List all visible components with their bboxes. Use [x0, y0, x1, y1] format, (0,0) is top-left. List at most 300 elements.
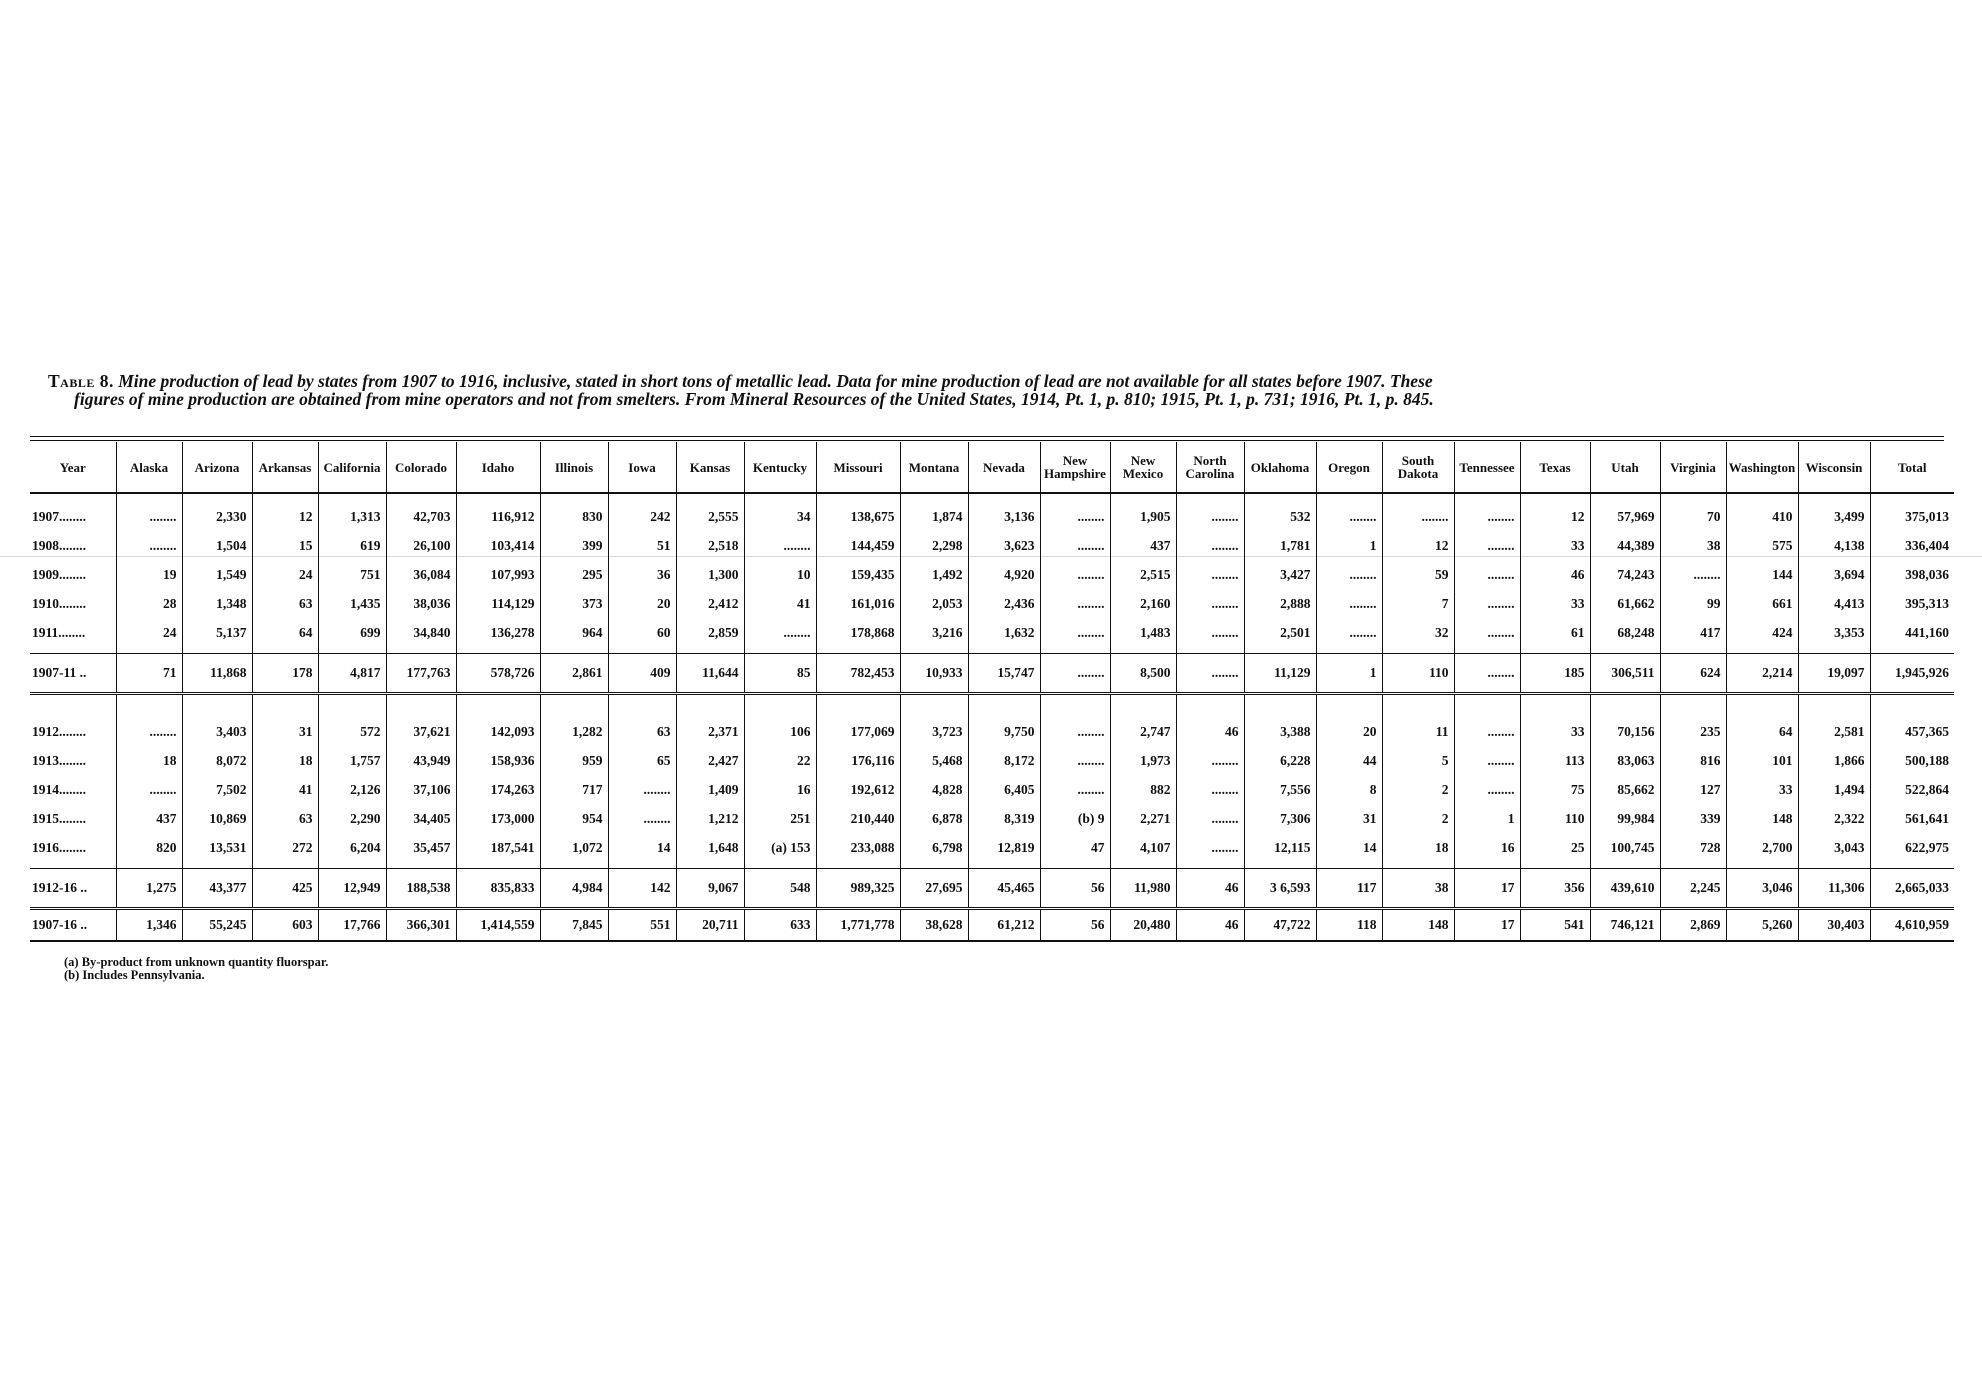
- table-cell: 34,405: [386, 804, 456, 833]
- table-cell: 8,172: [968, 746, 1040, 775]
- table-cell: 622,975: [1870, 833, 1954, 862]
- table-cell: 2,214: [1726, 654, 1798, 694]
- table-cell: 64: [252, 618, 318, 647]
- column-header: Virginia: [1660, 442, 1726, 493]
- table-cell: 3,136: [968, 493, 1040, 531]
- table-cell: 7,502: [182, 775, 252, 804]
- table-cell: 3,043: [1798, 833, 1870, 862]
- table-row: [30, 618, 1954, 647]
- table-cell: 5,137: [182, 618, 252, 647]
- footnote-b: (b) Includes Pennsylvania.: [64, 968, 205, 982]
- table-cell: ........: [1454, 531, 1520, 560]
- table-cell: 336,404: [1870, 531, 1954, 560]
- table-cell: 3,353: [1798, 618, 1870, 647]
- table-cell: 34,840: [386, 618, 456, 647]
- table-cell: 127: [1660, 775, 1726, 804]
- table-cell: 38,036: [386, 589, 456, 618]
- table-cell: 56: [1040, 869, 1110, 909]
- table-cell: 24: [116, 618, 182, 647]
- column-header: Wisconsin: [1798, 442, 1870, 493]
- table-cell: ........: [116, 493, 182, 531]
- table-cell: 2,747: [1110, 717, 1176, 746]
- table-cell: 633: [744, 909, 816, 942]
- table-cell: 43,377: [182, 869, 252, 909]
- table-row: [30, 717, 1954, 746]
- table-cell: ........: [1040, 618, 1110, 647]
- table-cell: 1,781: [1244, 531, 1316, 560]
- table-cell: 373: [540, 589, 608, 618]
- table-cell: 295: [540, 560, 608, 589]
- table-row: [30, 531, 1954, 560]
- table-cell: ........: [116, 531, 182, 560]
- table-cell: 18: [252, 746, 318, 775]
- table-cell: 100,745: [1590, 833, 1660, 862]
- table-cell: 5: [1382, 746, 1454, 775]
- table-cell: 63: [608, 717, 676, 746]
- table-cell: 106: [744, 717, 816, 746]
- table-cell: 5,468: [900, 746, 968, 775]
- table-cell: 28: [116, 589, 182, 618]
- table-cell: ........: [1176, 531, 1244, 560]
- table-cell: 68,248: [1590, 618, 1660, 647]
- table-cell: 20,711: [676, 909, 744, 942]
- table-cell: 3,694: [1798, 560, 1870, 589]
- table-cell: (a) 153: [744, 833, 816, 862]
- table-cell: 2,160: [1110, 589, 1176, 618]
- table-cell: 2,412: [676, 589, 744, 618]
- table-cell: 398,036: [1870, 560, 1954, 589]
- table-cell: 159,435: [816, 560, 900, 589]
- table-cell: ........: [1316, 560, 1382, 589]
- table-cell: ........: [1454, 717, 1520, 746]
- column-header: Alaska: [116, 442, 182, 493]
- caption-line-1: Mine production of lead by states from 1907 to 1916, inclusive, stated in short tons of metallic lead. Data for mine production of lead are not available for all states before 1907. These: [118, 371, 1433, 391]
- table-cell: 11,868: [182, 654, 252, 694]
- table-cell: 6,204: [318, 833, 386, 862]
- table-cell: 2,427: [676, 746, 744, 775]
- table-cell: 59: [1382, 560, 1454, 589]
- table-cell: 99: [1660, 589, 1726, 618]
- table-cell: 17: [1454, 869, 1520, 909]
- table-cell: 11,644: [676, 654, 744, 694]
- table-cell: 10,869: [182, 804, 252, 833]
- table-cell: 114,129: [456, 589, 540, 618]
- column-header: Arizona: [182, 442, 252, 493]
- subtotal-row-1912-16: [30, 869, 1954, 909]
- table-cell: 22: [744, 746, 816, 775]
- table-cell: 43,949: [386, 746, 456, 775]
- table-cell: ........: [1176, 493, 1244, 531]
- table-label: Table 8.: [48, 371, 114, 391]
- table-cell: 65: [608, 746, 676, 775]
- table-cell: 3 6,593: [1244, 869, 1316, 909]
- table-cell: 64: [1726, 717, 1798, 746]
- table-cell: 2,330: [182, 493, 252, 531]
- table-cell: 177,069: [816, 717, 900, 746]
- table-row: [30, 746, 1954, 775]
- table-cell: ........: [1316, 589, 1382, 618]
- table-cell: 36: [608, 560, 676, 589]
- column-header: Montana: [900, 442, 968, 493]
- table-cell: 548: [744, 869, 816, 909]
- footnotes: [64, 956, 328, 982]
- table-cell: 2,859: [676, 618, 744, 647]
- table-cell: ........: [744, 531, 816, 560]
- table-cell: 116,912: [456, 493, 540, 531]
- table-cell: ........: [1176, 804, 1244, 833]
- table-cell: 2,665,033: [1870, 869, 1954, 909]
- table-cell: 31: [252, 717, 318, 746]
- table-cell: 4,138: [1798, 531, 1870, 560]
- column-header: Iowa: [608, 442, 676, 493]
- spacer-row: [30, 694, 1954, 718]
- table-cell: 12: [1382, 531, 1454, 560]
- table-row: [30, 589, 1954, 618]
- table-cell: 522,864: [1870, 775, 1954, 804]
- row-year-cell: 1907........: [32, 508, 86, 524]
- table-cell: 46: [1176, 717, 1244, 746]
- table-cell: 178: [252, 654, 318, 694]
- table-cell: ........: [1454, 618, 1520, 647]
- table-cell: ........: [1316, 618, 1382, 647]
- table-cell: 417: [1660, 618, 1726, 647]
- table-cell: 17: [1454, 909, 1520, 942]
- table-cell: 144: [1726, 560, 1798, 589]
- table-cell: 4,817: [318, 654, 386, 694]
- table-cell: 99,984: [1590, 804, 1660, 833]
- subtotal-row-1907-11: [30, 654, 1954, 694]
- row-year-cell: 1911........: [32, 624, 86, 640]
- table-cell: 2,298: [900, 531, 968, 560]
- table-cell: 19,097: [1798, 654, 1870, 694]
- table-cell: 624: [1660, 654, 1726, 694]
- column-header: Tennessee: [1454, 442, 1520, 493]
- table-cell: 437: [116, 804, 182, 833]
- table-cell: 242: [608, 493, 676, 531]
- footnote-a: (a) By-product from unknown quantity fluorspar.: [64, 955, 329, 969]
- row-year-cell: 1909........: [32, 566, 86, 582]
- table-cell: 425: [252, 869, 318, 909]
- table-cell: 1,300: [676, 560, 744, 589]
- table-cell: 10,933: [900, 654, 968, 694]
- table-cell: ........: [116, 775, 182, 804]
- table-row: [30, 775, 1954, 804]
- table-cell: 1,632: [968, 618, 1040, 647]
- table-cell: 2,322: [1798, 804, 1870, 833]
- table-cell: 138,675: [816, 493, 900, 531]
- table-cell: 395,313: [1870, 589, 1954, 618]
- column-header: Colorado: [386, 442, 456, 493]
- column-header: Illinois: [540, 442, 608, 493]
- table-cell: ........: [1040, 493, 1110, 531]
- table-cell: 728: [1660, 833, 1726, 862]
- table-cell: 4,984: [540, 869, 608, 909]
- table-cell: 16: [744, 775, 816, 804]
- table-cell: 964: [540, 618, 608, 647]
- table-cell: ........: [1040, 560, 1110, 589]
- table-cell: ........: [1176, 654, 1244, 694]
- table-cell: 117: [1316, 869, 1382, 909]
- table-cell: (b) 9: [1040, 804, 1110, 833]
- table-cell: 1: [1454, 804, 1520, 833]
- row-year-cell: 1913........: [32, 752, 86, 768]
- table-cell: 75: [1520, 775, 1590, 804]
- table-cell: 41: [744, 589, 816, 618]
- table-cell: 572: [318, 717, 386, 746]
- table-cell: 3,623: [968, 531, 1040, 560]
- table-cell: 2,869: [1660, 909, 1726, 942]
- table-cell: ........: [1040, 717, 1110, 746]
- column-header: Utah: [1590, 442, 1660, 493]
- table-cell: 954: [540, 804, 608, 833]
- column-header: North Carolina: [1176, 442, 1244, 493]
- table-cell: 11,980: [1110, 869, 1176, 909]
- table-cell: 1: [1316, 654, 1382, 694]
- column-header: South Dakota: [1382, 442, 1454, 493]
- table-cell: 38: [1660, 531, 1726, 560]
- table-cell: 61,212: [968, 909, 1040, 942]
- row-year-cell: 1912-16 ..: [30, 869, 116, 909]
- table-cell: 33: [1726, 775, 1798, 804]
- table-cell: 20: [1316, 717, 1382, 746]
- table-cell: 816: [1660, 746, 1726, 775]
- table-cell: 1,874: [900, 493, 968, 531]
- table-cell: 4,828: [900, 775, 968, 804]
- table-cell: 45,465: [968, 869, 1040, 909]
- table-cell: 1,414,559: [456, 909, 540, 942]
- table-cell: 3,499: [1798, 493, 1870, 531]
- table-cell: ........: [1454, 775, 1520, 804]
- column-header: Total: [1870, 442, 1954, 493]
- table-cell: ........: [1176, 746, 1244, 775]
- table-cell: 366,301: [386, 909, 456, 942]
- table-cell: 34: [744, 493, 816, 531]
- table-cell: 32: [1382, 618, 1454, 647]
- table-cell: 118: [1316, 909, 1382, 942]
- table-cell: ........: [1316, 493, 1382, 531]
- table-cell: 55,245: [182, 909, 252, 942]
- table-cell: 31: [1316, 804, 1382, 833]
- table-header: [30, 442, 1954, 493]
- table-cell: 1,483: [1110, 618, 1176, 647]
- table-cell: 399: [540, 531, 608, 560]
- table-body: [30, 493, 1954, 941]
- table-cell: 7,306: [1244, 804, 1316, 833]
- table-cell: 107,993: [456, 560, 540, 589]
- table-cell: 110: [1520, 804, 1590, 833]
- table-cell: 176,116: [816, 746, 900, 775]
- table-cell: 19: [116, 560, 182, 589]
- table-cell: 1,866: [1798, 746, 1870, 775]
- table-cell: 37,106: [386, 775, 456, 804]
- column-header: Nevada: [968, 442, 1040, 493]
- column-header: Oklahoma: [1244, 442, 1316, 493]
- table-cell: 2,271: [1110, 804, 1176, 833]
- table-cell: 235: [1660, 717, 1726, 746]
- table-cell: ........: [1040, 775, 1110, 804]
- table-cell: 532: [1244, 493, 1316, 531]
- column-header: Kansas: [676, 442, 744, 493]
- table-cell: 272: [252, 833, 318, 862]
- table-cell: 30,403: [1798, 909, 1870, 942]
- table-cell: 38: [1382, 869, 1454, 909]
- table-cell: ........: [1176, 833, 1244, 862]
- table-top-rule: [30, 436, 1944, 441]
- table-cell: 24: [252, 560, 318, 589]
- table-cell: 10: [744, 560, 816, 589]
- caption-line-2: figures of mine production are obtained from mine operators and not from smelters. From Mineral Resources of the United States, 1914, Pt. 1, p. 810; 1915, Pt. 1, p. 731; 1916, Pt. 1, p. 845.: [74, 389, 1434, 409]
- table-cell: 2,861: [540, 654, 608, 694]
- table-cell: 4,413: [1798, 589, 1870, 618]
- table-cell: 3,403: [182, 717, 252, 746]
- table-cell: 142: [608, 869, 676, 909]
- table-cell: 142,093: [456, 717, 540, 746]
- table-cell: 356: [1520, 869, 1590, 909]
- table-cell: 185: [1520, 654, 1590, 694]
- table-row: [30, 833, 1954, 862]
- column-header: Oregon: [1316, 442, 1382, 493]
- table-cell: 6,798: [900, 833, 968, 862]
- table-cell: 61,662: [1590, 589, 1660, 618]
- row-year-cell: 1914........: [32, 781, 86, 797]
- table-cell: 1,494: [1798, 775, 1870, 804]
- table-cell: 4,107: [1110, 833, 1176, 862]
- table-cell: 1,492: [900, 560, 968, 589]
- table-cell: 699: [318, 618, 386, 647]
- row-year-cell: 1916........: [32, 839, 86, 855]
- table-cell: 7,556: [1244, 775, 1316, 804]
- table-cell: 16: [1454, 833, 1520, 862]
- table-cell: 8: [1316, 775, 1382, 804]
- table-cell: 9,067: [676, 869, 744, 909]
- table-cell: 578,726: [456, 654, 540, 694]
- table-cell: ........: [608, 804, 676, 833]
- table-cell: 174,263: [456, 775, 540, 804]
- table-cell: 27,695: [900, 869, 968, 909]
- table-cell: 4,920: [968, 560, 1040, 589]
- table-cell: 101: [1726, 746, 1798, 775]
- column-header: Arkansas: [252, 442, 318, 493]
- lead-production-table: [30, 442, 1954, 942]
- table-cell: 192,612: [816, 775, 900, 804]
- table-cell: 63: [252, 804, 318, 833]
- table-cell: 13,531: [182, 833, 252, 862]
- table-cell: 44: [1316, 746, 1382, 775]
- table-cell: 1,409: [676, 775, 744, 804]
- table-cell: 33: [1520, 717, 1590, 746]
- table-cell: 1,771,778: [816, 909, 900, 942]
- table-cell: 541: [1520, 909, 1590, 942]
- table-cell: 2,518: [676, 531, 744, 560]
- grand-total-row-1907-16: [30, 909, 1954, 942]
- table-cell: 603: [252, 909, 318, 942]
- table-cell: 177,763: [386, 654, 456, 694]
- table-cell: 8,072: [182, 746, 252, 775]
- table-cell: 44,389: [1590, 531, 1660, 560]
- table-cell: 6,405: [968, 775, 1040, 804]
- table-cell: 437: [1110, 531, 1176, 560]
- table-cell: 575: [1726, 531, 1798, 560]
- table-cell: 8,500: [1110, 654, 1176, 694]
- row-year-cell: 1912........: [32, 723, 86, 739]
- table-cell: 14: [608, 833, 676, 862]
- table-cell: 74,243: [1590, 560, 1660, 589]
- table-cell: 251: [744, 804, 816, 833]
- table-cell: 830: [540, 493, 608, 531]
- table-cell: 2,290: [318, 804, 386, 833]
- table-cell: 375,013: [1870, 493, 1954, 531]
- table-cell: 12: [252, 493, 318, 531]
- table-cell: 18: [116, 746, 182, 775]
- table-cell: 178,868: [816, 618, 900, 647]
- row-year-cell: 1907-16 ..: [30, 909, 116, 942]
- table-cell: 661: [1726, 589, 1798, 618]
- table-cell: 2,371: [676, 717, 744, 746]
- table-cell: 782,453: [816, 654, 900, 694]
- table-cell: 63: [252, 589, 318, 618]
- table-cell: 441,160: [1870, 618, 1954, 647]
- table-cell: 33: [1520, 589, 1590, 618]
- table-cell: 1,275: [116, 869, 182, 909]
- table-cell: 2,515: [1110, 560, 1176, 589]
- table-cell: 15: [252, 531, 318, 560]
- table-cell: 1,435: [318, 589, 386, 618]
- table-cell: 2: [1382, 775, 1454, 804]
- table-cell: 70: [1660, 493, 1726, 531]
- table-cell: 820: [116, 833, 182, 862]
- table-cell: 12: [1520, 493, 1590, 531]
- table-cell: 110: [1382, 654, 1454, 694]
- table-cell: 1,346: [116, 909, 182, 942]
- table-cell: 751: [318, 560, 386, 589]
- table-cell: 14: [1316, 833, 1382, 862]
- table-cell: 1,945,926: [1870, 654, 1954, 694]
- table-cell: 1,757: [318, 746, 386, 775]
- table-cell: 561,641: [1870, 804, 1954, 833]
- table-cell: 717: [540, 775, 608, 804]
- table-caption: [48, 372, 1928, 408]
- table-cell: ........: [1454, 493, 1520, 531]
- column-header: New Hampshire: [1040, 442, 1110, 493]
- table-cell: 3,216: [900, 618, 968, 647]
- table-cell: 1,212: [676, 804, 744, 833]
- table-cell: 38,628: [900, 909, 968, 942]
- table-cell: 56: [1040, 909, 1110, 942]
- table-cell: 989,325: [816, 869, 900, 909]
- column-header: California: [318, 442, 386, 493]
- table-cell: 70,156: [1590, 717, 1660, 746]
- table-cell: 2,436: [968, 589, 1040, 618]
- table-cell: 835,833: [456, 869, 540, 909]
- table-cell: 12,949: [318, 869, 386, 909]
- table-cell: 41: [252, 775, 318, 804]
- table-cell: 233,088: [816, 833, 900, 862]
- table-cell: ........: [1040, 654, 1110, 694]
- table-cell: 7,845: [540, 909, 608, 942]
- table-cell: 57,969: [1590, 493, 1660, 531]
- table-cell: 424: [1726, 618, 1798, 647]
- table-cell: 11: [1382, 717, 1454, 746]
- table-cell: ........: [1176, 618, 1244, 647]
- table-cell: 2,245: [1660, 869, 1726, 909]
- table-cell: 3,046: [1726, 869, 1798, 909]
- table-cell: 85: [744, 654, 816, 694]
- table-cell: 113: [1520, 746, 1590, 775]
- table-cell: 144,459: [816, 531, 900, 560]
- column-header: Idaho: [456, 442, 540, 493]
- table-row: [30, 804, 1954, 833]
- table-cell: 2,555: [676, 493, 744, 531]
